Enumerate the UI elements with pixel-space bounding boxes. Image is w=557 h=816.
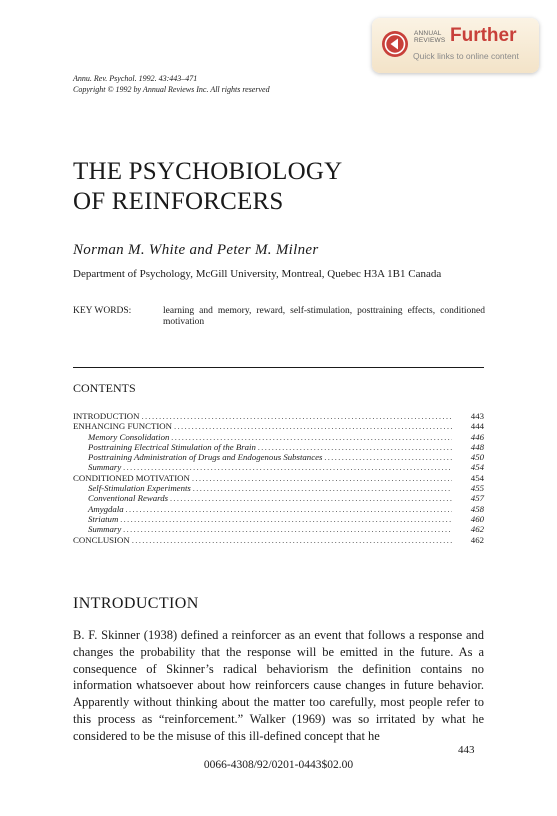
toc-entry-label: Memory Consolidation — [88, 431, 170, 442]
toc-entry-page: 446 — [470, 431, 484, 442]
toc-entry-label: Conventional Rewards — [88, 493, 169, 504]
toc-entry-posttraining-electrical-stimulation[interactable] — [73, 442, 484, 452]
toc-entry-conclusion[interactable] — [73, 535, 484, 545]
toc-leader-dots — [126, 504, 452, 514]
toc-entry-label: Amygdala — [88, 503, 124, 514]
toc-entry-label: Self-Stimulation Experiments — [88, 483, 191, 494]
toc-leader-dots — [120, 514, 452, 524]
toc-leader-dots — [170, 493, 452, 503]
introduction-paragraph: B. F. Skinner (1938) defined a reinforcer as an event that follows a response and changes the probability that the response will be emitted in the future. As a consequence of Skinner’s radical behaviorism the definition contains no information whatsoever about how reinforcers cause changes in future behavior. Apparently without thinking about the matter too carefully, most people refer to this process as “reinforcement.” Walker (1969) was so irritated by what he considered to be the misuse of this ill-defined concept that he — [73, 628, 484, 743]
toc-entry-label: Summary — [88, 524, 122, 535]
toc-leader-dots — [192, 473, 452, 483]
page-number: 443 — [458, 744, 475, 756]
toc-entry-label: CONDITIONED MOTIVATION — [73, 472, 190, 483]
toc-entry-summary-1[interactable] — [73, 462, 484, 472]
citation-line-2: Copyright © 1992 by Annual Reviews Inc. All rights reserved — [73, 85, 270, 94]
toc-entry-page: 455 — [470, 483, 484, 494]
toc-leader-dots — [132, 535, 452, 545]
further-subtitle: Quick links to online content — [413, 51, 519, 61]
toc-entry-striatum[interactable] — [73, 514, 484, 524]
toc-entry-page: 454 — [470, 462, 484, 473]
article-title — [73, 157, 342, 217]
keywords-text: learning and memory, reward, self-stimulation, posttraining effects, conditioned motivation — [163, 306, 485, 327]
toc-entry-posttraining-drugs[interactable] — [73, 452, 484, 462]
toc-entry-label: Summary — [88, 462, 122, 473]
toc-entry-page: 457 — [470, 493, 484, 504]
price-code: 0066-4308/92/0201-0443$02.00 — [203, 759, 354, 771]
annual-reviews-further-badge[interactable] — [372, 18, 539, 73]
contents-heading: CONTENTS — [73, 381, 136, 395]
toc-entry-page: 462 — [470, 524, 484, 535]
toc-entry-page: 460 — [470, 513, 484, 524]
toc-entry-page: 443 — [470, 411, 484, 421]
toc-entry-introduction[interactable] — [73, 411, 484, 421]
toc-entry-page: 458 — [470, 503, 484, 514]
annual-reviews-wordmark — [414, 30, 445, 44]
badge-name-line1: ANNUAL — [414, 30, 442, 37]
citation-line-1: Annu. Rev. Psychol. 1992. 43:443–471 — [73, 74, 198, 83]
title-line-2: OF REINFORCERS — [73, 188, 284, 215]
toc-entry-label: ENHANCING FUNCTION — [73, 421, 172, 432]
toc-entry-page: 448 — [470, 441, 484, 452]
toc-entry-conditioned-motivation[interactable] — [73, 473, 484, 483]
toc-entry-conventional-rewards[interactable] — [73, 493, 484, 503]
toc-entry-enhancing-function[interactable] — [73, 421, 484, 431]
journal-citation — [73, 73, 270, 95]
section-heading-introduction: INTRODUCTION — [73, 595, 199, 612]
toc-entry-page: 450 — [470, 452, 484, 463]
toc-entry-label: Posttraining Electrical Stimulation of the Brain — [88, 441, 256, 452]
toc-entry-amygdala[interactable] — [73, 504, 484, 514]
toc-leader-dots — [324, 452, 452, 462]
badge-name-line2: REVIEWS — [414, 37, 446, 44]
table-of-contents — [73, 411, 484, 545]
further-link[interactable]: Further — [450, 25, 517, 46]
toc-entry-label: CONCLUSION — [73, 534, 130, 545]
toc-leader-dots — [193, 483, 452, 493]
toc-entry-memory-consolidation[interactable] — [73, 432, 484, 442]
toc-entry-page: 454 — [470, 472, 484, 483]
toc-entry-page: 444 — [470, 421, 484, 432]
toc-leader-dots — [123, 462, 452, 472]
toc-entry-label: Striatum — [88, 513, 119, 524]
toc-leader-dots — [174, 421, 452, 431]
article-authors: Norman M. White and Peter M. Milner — [73, 242, 319, 258]
keywords-label: KEY WORDS: — [73, 306, 132, 316]
section-divider — [73, 367, 484, 368]
toc-entry-self-stimulation[interactable] — [73, 483, 484, 493]
toc-entry-label: Posttraining Administration of Drugs and Endogenous Substances — [88, 452, 323, 463]
toc-entry-label: INTRODUCTION — [73, 411, 140, 421]
title-line-1: THE PSYCHOBIOLOGY — [73, 158, 343, 185]
toc-leader-dots — [258, 442, 452, 452]
author-affiliation: Department of Psychology, McGill University, Montreal, Quebec H3A 1B1 Canada — [73, 268, 442, 280]
toc-entry-summary-2[interactable] — [73, 524, 484, 534]
toc-leader-dots — [123, 524, 452, 534]
toc-leader-dots — [141, 411, 452, 421]
toc-entry-page: 462 — [470, 534, 484, 545]
toc-leader-dots — [171, 432, 452, 442]
annual-reviews-logo-icon — [382, 31, 408, 57]
